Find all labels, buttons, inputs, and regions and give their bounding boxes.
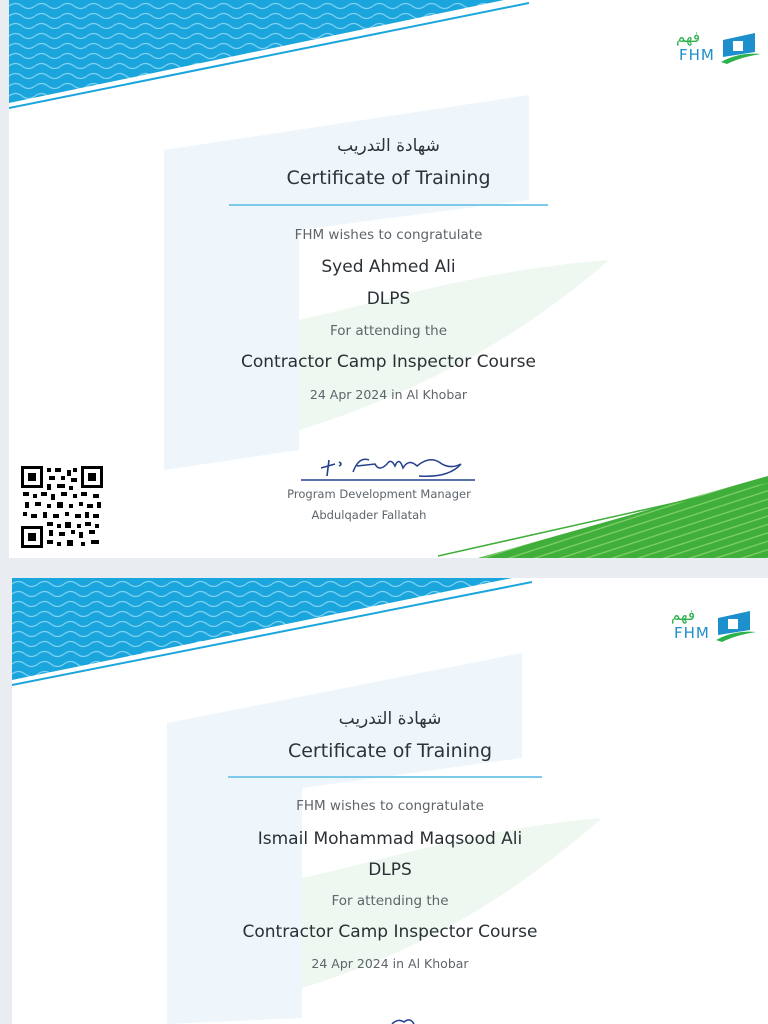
title-arabic: شهادة التدريب — [337, 136, 440, 156]
congratulate-text: FHM wishes to congratulate — [296, 798, 484, 814]
attending-text: For attending the — [330, 323, 447, 339]
logo-english-text: FHM — [679, 46, 715, 64]
course-name: Contractor Camp Inspector Course — [240, 352, 537, 372]
fhm-logo-icon — [716, 608, 758, 644]
fhm-logo — [668, 604, 760, 654]
title-divider — [229, 204, 548, 206]
fhm-logo — [673, 26, 765, 76]
blue-wave-band — [12, 578, 532, 690]
signatory-name: Abdulqader Fallatah — [311, 508, 427, 522]
qr-code-icon — [21, 466, 103, 548]
certificate-1 — [9, 0, 768, 558]
signature-icon — [382, 1016, 422, 1024]
blue-wave-band — [9, 0, 529, 110]
recipient-name: Syed Ahmed Ali — [321, 257, 456, 277]
title-english: Certificate of Training — [286, 167, 491, 189]
date-location: 24 Apr 2024 in Al Khobar — [309, 387, 468, 402]
organization-name: DLPS — [368, 860, 412, 880]
congratulate-text: FHM wishes to congratulate — [294, 227, 483, 243]
fhm-logo-icon — [721, 30, 763, 66]
signatory-title: Program Development Manager — [287, 487, 471, 501]
title-english: Certificate of Training — [287, 740, 493, 762]
course-name: Contractor Camp Inspector Course — [242, 922, 538, 942]
signature-icon — [299, 450, 479, 484]
organization-name: DLPS — [366, 289, 411, 309]
recipient-name: Ismail Mohammad Maqsood Ali — [257, 829, 523, 849]
certificate-2 — [12, 578, 768, 1024]
logo-arabic-text: فهم — [671, 606, 696, 624]
logo-english-text: FHM — [674, 624, 710, 642]
attending-text: For attending the — [331, 893, 449, 909]
date-location: 24 Apr 2024 in Al Khobar — [311, 956, 469, 971]
logo-arabic-text: فهم — [676, 28, 701, 46]
title-arabic: شهادة التدريب — [338, 709, 442, 729]
title-divider — [228, 776, 542, 778]
